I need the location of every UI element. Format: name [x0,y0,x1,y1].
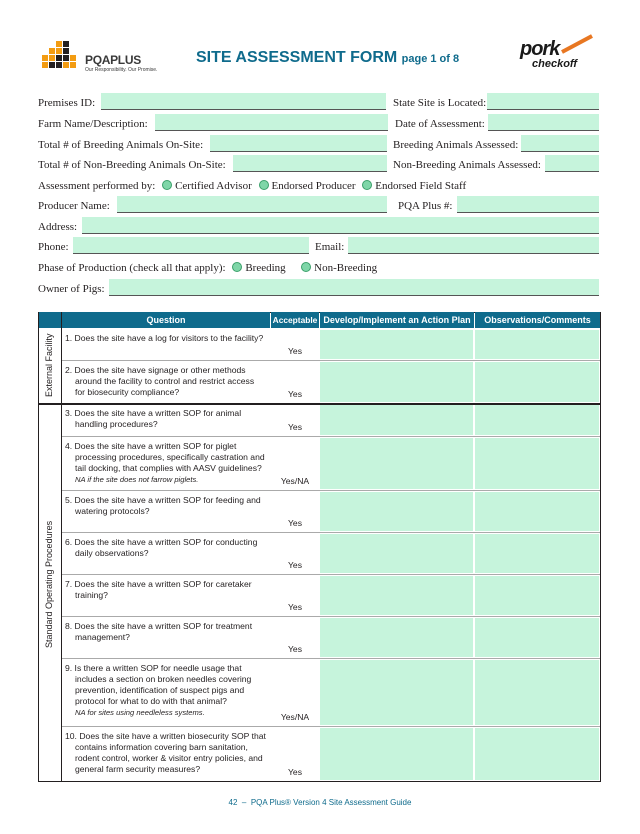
performed-by-label: Assessment performed by: [38,180,156,192]
question-note: NA for sites using needleless systems. [75,708,205,717]
breeding-checkbox[interactable] [232,262,242,272]
row-divider [62,726,600,727]
breeding-option-label: Breeding [245,262,286,274]
pqa-logo-tagline: Our Responsibility. Our Promise. [85,67,158,73]
guide-title: PQA Plus® Version 4 Site Assessment Guide [250,798,412,807]
row-divider [62,436,600,437]
corner-header-cell [39,312,61,328]
question-line: for biosecurity compliance? [75,387,180,397]
premises-id-field[interactable] [101,93,386,110]
phase-row [38,262,377,275]
non-breeding-option-label: Non-Breeding [314,262,378,274]
acceptable-value: Yes [287,560,303,570]
question-text [65,495,270,517]
action-plan-cell[interactable] [320,618,473,657]
observations-cell[interactable] [475,438,599,489]
observations-cell[interactable] [475,492,599,531]
section-divider [61,312,62,782]
brand-line-1: pork [520,38,560,60]
question-line: handling procedures? [75,419,158,429]
question-text [65,537,270,559]
date-assessment-field[interactable] [488,114,599,131]
footer-dash: – [241,798,247,807]
observations-cell[interactable] [475,330,599,359]
pqa-plus-logo-icon [42,41,82,75]
action-plan-cell[interactable] [320,405,473,435]
breeding-assessed-field[interactable] [521,135,599,152]
question-text [65,441,270,485]
row-divider [62,658,600,659]
acceptable-value: Yes [287,767,303,777]
question-line: around the facility to control and restrict access [75,376,255,386]
action-plan-header: Develop/Implement an Action Plan [320,312,474,328]
pqa-logo-text: PQAPLUS [85,53,141,67]
acceptable-value: Yes [287,346,303,356]
observations-cell[interactable] [475,728,599,780]
brand-line-2: checkoff [532,58,578,70]
question-line: 3. Does the site have a written SOP for animal [65,408,242,418]
question-note: NA if the site does not farrow piglets. [75,475,199,484]
phone-field[interactable] [73,237,309,254]
acceptable-value: Yes [287,422,303,432]
row-divider [62,574,600,575]
endorsed-producer-radio[interactable] [259,180,269,190]
acceptable-value: Yes [287,644,303,654]
acceptable-value: Yes/NA [280,712,310,722]
question-header: Question [62,312,270,328]
page-number: 42 [228,798,238,807]
breeding-assessed-label: Breeding Animals Assessed: [393,139,519,151]
question-line: 5. Does the site have a written SOP for feeding and [65,495,261,505]
phase-label: Phase of Production (check all that apply): [38,262,226,274]
question-text [65,408,270,430]
question-line: 9. Is there a written SOP for needle usage that [65,663,242,673]
action-plan-cell[interactable] [320,660,473,725]
email-field[interactable] [348,237,599,254]
question-text [65,663,270,718]
pork-checkoff-logo [520,40,577,70]
observations-cell[interactable] [475,362,599,402]
nonbreeding-assessed-label: Non-Breeding Animals Assessed: [393,159,541,171]
question-line: 2. Does the site have signage or other methods [65,365,246,375]
acceptable-value: Yes [287,389,303,399]
row-divider [62,532,600,533]
action-plan-cell[interactable] [320,438,473,489]
address-label: Address: [38,221,78,233]
question-line: 7. Does the site have a written SOP for caretaker [65,579,252,589]
producer-name-label: Producer Name: [38,200,110,212]
endorsed-field-staff-label: Endorsed Field Staff [375,180,467,192]
question-line: 10. Does the site have a written biosecurity SOP that [65,731,266,741]
action-plan-cell[interactable] [320,534,473,573]
section-external-facility: External Facility [44,333,54,397]
endorsed-field-staff-radio[interactable] [362,180,372,190]
row-divider [62,490,600,491]
observations-header: Observations/Comments [475,312,600,328]
certified-advisor-label: Certified Advisor [175,180,252,192]
question-text [65,365,270,398]
form-title: SITE ASSESSMENT FORM [196,49,398,66]
question-line: management? [75,632,130,642]
question-line: processing procedures, specifically castration and [75,452,265,462]
email-label: Email: [315,241,345,253]
breeding-on-site-field[interactable] [210,135,387,152]
question-line: 6. Does the site have a written SOP for conducting [65,537,258,547]
phone-label: Phone: [38,241,69,253]
date-assessment-label: Date of Assessment: [395,118,485,130]
owner-field[interactable] [109,279,599,296]
question-line: contains information covering barn sanitation, [75,742,248,752]
certified-advisor-radio[interactable] [162,180,172,190]
owner-label: Owner of Pigs: [38,283,105,295]
question-text [65,579,270,601]
action-plan-cell[interactable] [320,728,473,780]
question-line: watering protocols? [75,506,150,516]
question-line: rodent control, worker & visitor entry policies, and [75,753,263,763]
question-line: 4. Does the site have a written SOP for piglet [65,441,237,451]
question-line: includes a section on broken needles covering [75,674,252,684]
nonbreeding-on-site-label: Total # of Non-Breeding Animals On-Site: [38,159,226,171]
question-line: general farm security measures? [75,764,201,774]
acceptable-header: Acceptable [271,312,319,328]
question-line: 1. Does the site have a log for visitors to the facility? [65,333,264,343]
question-text [65,731,270,775]
observations-cell[interactable] [475,534,599,573]
farm-name-field[interactable] [155,114,388,131]
question-line: training? [75,590,108,600]
action-plan-cell[interactable] [320,492,473,531]
section-sop: Standard Operating Procedures [44,520,54,648]
page-label: page 1 of 8 [401,53,460,65]
question-line: 8. Does the site have a written SOP for treatment [65,621,253,631]
state-site-label: State Site is Located: [393,97,487,109]
state-site-field[interactable] [487,93,599,110]
pqa-number-label: PQA Plus #: [398,200,453,212]
action-plan-cell[interactable] [320,330,473,359]
address-field[interactable] [82,217,599,234]
observations-cell[interactable] [475,660,599,725]
acceptable-value: Yes [287,602,303,612]
producer-name-field[interactable] [117,196,387,213]
non-breeding-checkbox[interactable] [301,262,311,272]
question-line: tail docking, that complies with AASV guidelines? [75,463,262,473]
action-plan-cell[interactable] [320,576,473,615]
question-text [65,621,270,643]
page-title [196,49,459,67]
performed-by-row [38,180,466,193]
acceptable-value: Yes [287,518,303,528]
premises-id-label: Premises ID: [38,97,96,109]
page-footer [0,798,640,807]
question-line: protocol for what to do with that animal? [75,696,227,706]
row-divider [62,360,600,361]
question-line: daily observations? [75,548,149,558]
row-divider [62,616,600,617]
pqa-number-field[interactable] [457,196,599,213]
breeding-on-site-label: Total # of Breeding Animals On-Site: [38,139,204,151]
endorsed-producer-label: Endorsed Producer [271,180,356,192]
action-plan-cell[interactable] [320,362,473,402]
farm-name-label: Farm Name/Description: [38,118,148,130]
question-text [65,333,270,344]
question-line: prevention, identification of suspect pigs and [75,685,245,695]
acceptable-value: Yes/NA [280,476,310,486]
nonbreeding-on-site-field[interactable] [233,155,387,172]
observations-cell[interactable] [475,576,599,615]
nonbreeding-assessed-field[interactable] [545,155,599,172]
observations-cell[interactable] [475,618,599,657]
observations-cell[interactable] [475,405,599,435]
